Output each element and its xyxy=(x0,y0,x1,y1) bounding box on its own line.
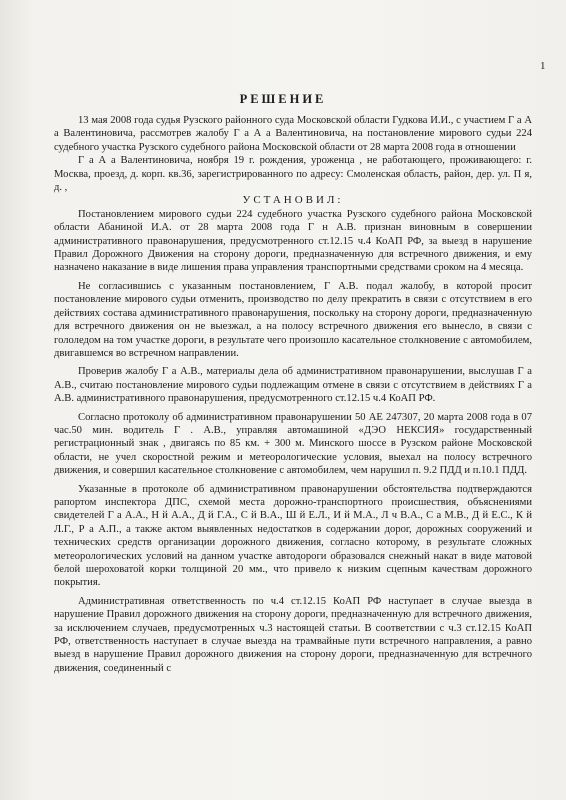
paragraph-2: Не согласившись с указанным постановлением, Г А.В. подал жалобу, в которой просит постановление мирового судьи отменить, производство по делу прекратить в связи с отсутствием в его действиях состава административного правонарушения, поскольку на сторону дороги, предназначенную для встречного движения он не выезжал, а на полосу встречного движения его вынесло, в связи с гололедом на том участке дороги, в результате чего произошло касательное столкновение с автомобилем, двигавшемся во встречном направлении. xyxy=(54,280,532,359)
paragraph-1: Постановлением мирового судьи 224 судебного участка Рузского судебного района Московской области Абаниной И.А. от 28 марта 2008 года Г н А.В. признан виновным в совершении административного правонарушения, предусмотренного ст.12.15 ч.4 КоАП РФ, за выезд в нарушение Правил Дорожного Движения на сторону дороги, предназначенную для встречного движения, и ему назначено наказание в виде лишения права управления транспортными средствами сроком на 4 месяца. xyxy=(54,208,532,274)
paragraph-4: Согласно протоколу об административном правонарушении 50 АЕ 247307, 20 марта 2008 года в 07 час.50 мин. водитель Г . А.В., управляя автомашиной «ДЭО НЕКСИЯ» государственный регистрационный знак , двигаясь по 85 км. + 300 м. Минского шоссе в Рузском районе Московской области, не учел скоростной режим и метеорологические условия, выехал на полосу встречного движения, и совершил касательное столкновение с автомобилем, чем нарушил п. 9.2 ПДД и п.10.1 ПДД. xyxy=(54,411,532,477)
document-body xyxy=(54,114,532,675)
paragraph-6: Административная ответственность по ч.4 ст.12.15 КоАП РФ наступает в случае выезда в нарушение Правил дорожного движения на сторону дороги, предназначенную для встречного движения, за исключением случаев, предусмотренных ч.3 настоящей статьи. В соответствии с ч.3 ст.12.15 КоАП РФ, ответственность наступает в случае выезда на трамвайные пути встречного направления, а равно выезд в нарушение Правил дорожного движения на сторону дороги, предназначенную для встречного движения, соединенный с xyxy=(54,595,532,674)
document-title: РЕШЕНИЕ xyxy=(239,92,327,106)
paragraph-intro: 13 мая 2008 года судья Рузского районного суда Московской области Гудкова И.И., с участием Г а А а Валентиновича, рассмотрев жалобу Г а А а Валентиновича, на постановление мирового судьи 224 судебного участка Рузского судебного района Московской области от 28 марта 2008 года в отношении xyxy=(54,115,532,153)
paragraph-person: Г а А а Валентиновича, ноября 19 г. рождения, уроженца , не работающего, проживающего: г. Москва, проезд, д. корп. кв.36, зарегистрированного по адресу: Смоленская область, район, дер. ул. П я, д. , xyxy=(54,155,532,194)
paragraph-5: Указанные в протоколе об административном правонарушении обстоятельства подтверждаются рапортом инспектора ДПС, схемой места дорожно-транспортного происшествия, объяснениями свидетелей Г а А.А., Н й А.А., Д й Г.А., С й В.А., Ш й Е.Л., И й М.А., Л ч В.А., С а М.В., Д й Е.С., К й Л.Г., Р а А.П., а также актом выявленных недостатков в содержании дорог, дорожных сооружений и технических средств организации дорожного движения, согласно которому, в результате сложных метеорологических условий на данном участке автодороги образовался снежный накат в виде матовой белой шероховатой корки толщиной 20 мм., что привело к низким сцепным качествам дорожного покрытия. xyxy=(54,483,532,589)
page-number: 1 xyxy=(540,60,546,72)
paragraph-3: Проверив жалобу Г а А.В., материалы дела об административном правонарушении, выслушав Г а А.В., считаю постановление мирового судьи подлежащим отмене в связи с отсутствием в действиях Г а А.В. административного правонарушения, предусмотренного ст.12.15 ч.4 КоАП РФ. xyxy=(54,366,532,405)
section-heading-ustanovil: УСТАНОВИЛ: xyxy=(242,194,344,207)
